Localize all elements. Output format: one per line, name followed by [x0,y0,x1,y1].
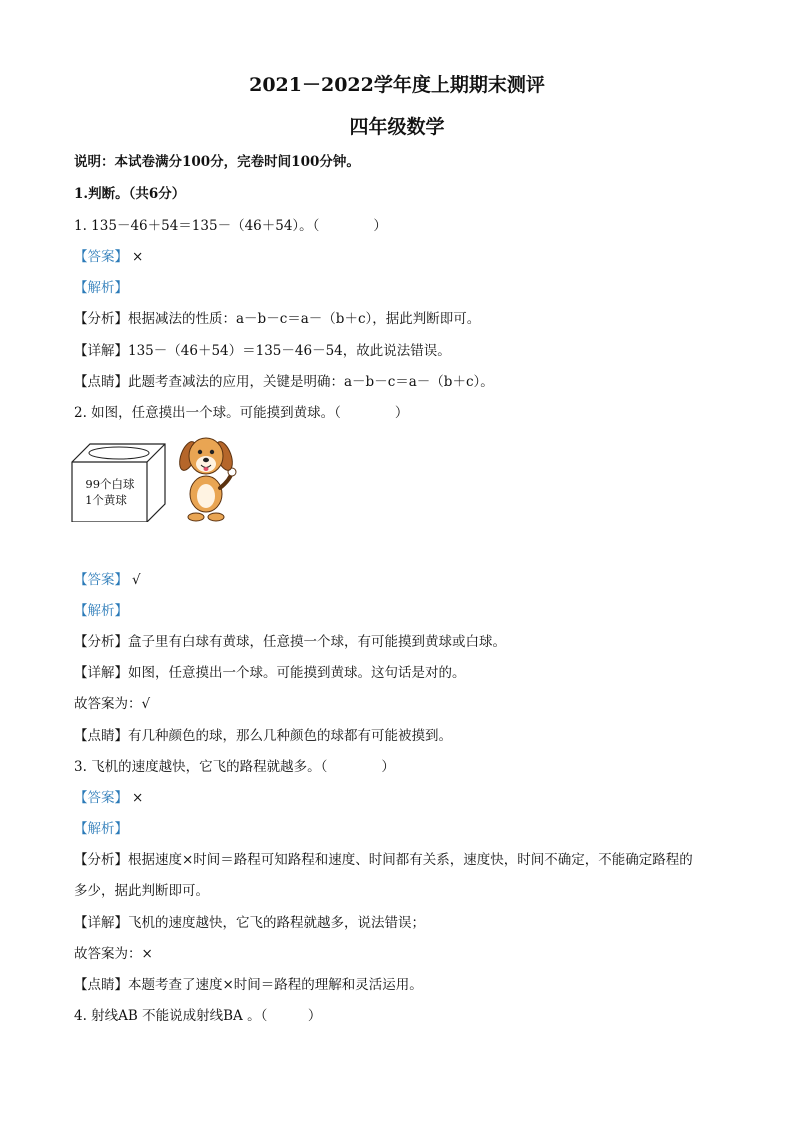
point-text: 此题考查减法的应用，关键是明确：a－b－c＝a－（b＋c）。 [128,374,494,390]
answer-label: 【答案】 [74,572,128,588]
answer-value: √ [132,572,141,588]
conclusion-value: √ [141,696,151,712]
point-text: 本题考查了速度×时间＝路程的理解和灵活运用。 [128,977,423,993]
analysis-label: 【解析】 [74,821,128,837]
question-3-detail [74,911,425,931]
point-label: 【点睛】 [74,728,128,744]
fenxi-text: 盒子里有白球有黄球，任意摸一个球，有可能摸到黄球或白球。 [128,634,506,650]
cartoon-dog-illustration [176,438,236,521]
box-label-white: 99个白球 [85,477,135,491]
answer-value: × [132,790,144,806]
question-1-analysis-label [74,276,128,296]
fenxi-text: 根据速度×时间＝路程可知路程和速度、时间都有关系，速度快，时间不确定，不能确定路程的 [128,852,693,868]
question-1-detail [74,339,451,359]
question-3-fenxi [74,848,693,868]
fenxi-label: 【分析】 [74,311,128,327]
analysis-label: 【解析】 [74,280,128,296]
conclusion-label: 故答案为： [74,946,142,962]
question-3-answer [74,786,143,806]
conclusion-value: × [141,946,153,962]
detail-text: 135－（46＋54）＝135－46－54，故此说法错误。 [128,343,451,359]
fenxi-text: 根据减法的性质：a－b－c＝a－（b＋c），据此判断即可。 [128,311,481,327]
question-2-conclusion [74,692,150,712]
answer-label: 【答案】 [74,790,128,806]
question-3-fenxi-continued: 多少，据此判断即可。 [74,883,209,899]
analysis-label: 【解析】 [74,603,128,619]
question-1-answer [74,245,143,265]
instructions: 说明：本试卷满分100分，完卷时间100分钟。 [74,154,360,170]
document-subtitle: 四年级数学 [349,116,445,138]
question-2-detail [74,661,466,681]
question-2-stem: 2. 如图，任意摸出一个球。可能摸到黄球。（ ） [74,405,409,421]
detail-label: 【详解】 [74,343,128,359]
conclusion-label: 故答案为： [74,696,142,712]
section-heading: 1.判断。（共6分） [74,186,186,202]
question-2-point [74,724,452,744]
question-2-answer [74,568,141,588]
question-2-figure [70,432,242,522]
point-label: 【点睛】 [74,977,128,993]
box-label-yellow: 1个黄球 [85,493,127,507]
document-title: 2021－2022学年度上期期末测评 [249,74,545,96]
point-text: 有几种颜色的球，那么几种颜色的球都有可能被摸到。 [128,728,452,744]
question-3-point [74,973,423,993]
question-1-point [74,370,494,390]
answer-label: 【答案】 [74,249,128,265]
detail-text: 飞机的速度越快，它飞的路程就越多，说法错误； [128,915,425,931]
fenxi-label: 【分析】 [74,852,128,868]
question-2-analysis-label [74,599,128,619]
point-label: 【点睛】 [74,374,128,390]
question-1-fenxi [74,307,480,327]
question-4-stem: 4. 射线AB 不能说成射线BA 。（ ） [74,1008,322,1024]
question-3-stem: 3. 飞机的速度越快，它飞的路程就越多。（ ） [74,759,395,775]
question-1-stem: 1. 135－46＋54＝135－（46＋54）。（ ） [74,218,387,234]
question-2-fenxi [74,630,506,650]
detail-label: 【详解】 [74,665,128,681]
detail-text: 如图，任意摸出一个球。可能摸到黄球。这句话是对的。 [128,665,466,681]
answer-value: × [132,249,144,265]
detail-label: 【详解】 [74,915,128,931]
question-3-conclusion [74,942,153,962]
ball-box-illustration [72,444,165,522]
question-3-analysis-label [74,817,128,837]
fenxi-label: 【分析】 [74,634,128,650]
